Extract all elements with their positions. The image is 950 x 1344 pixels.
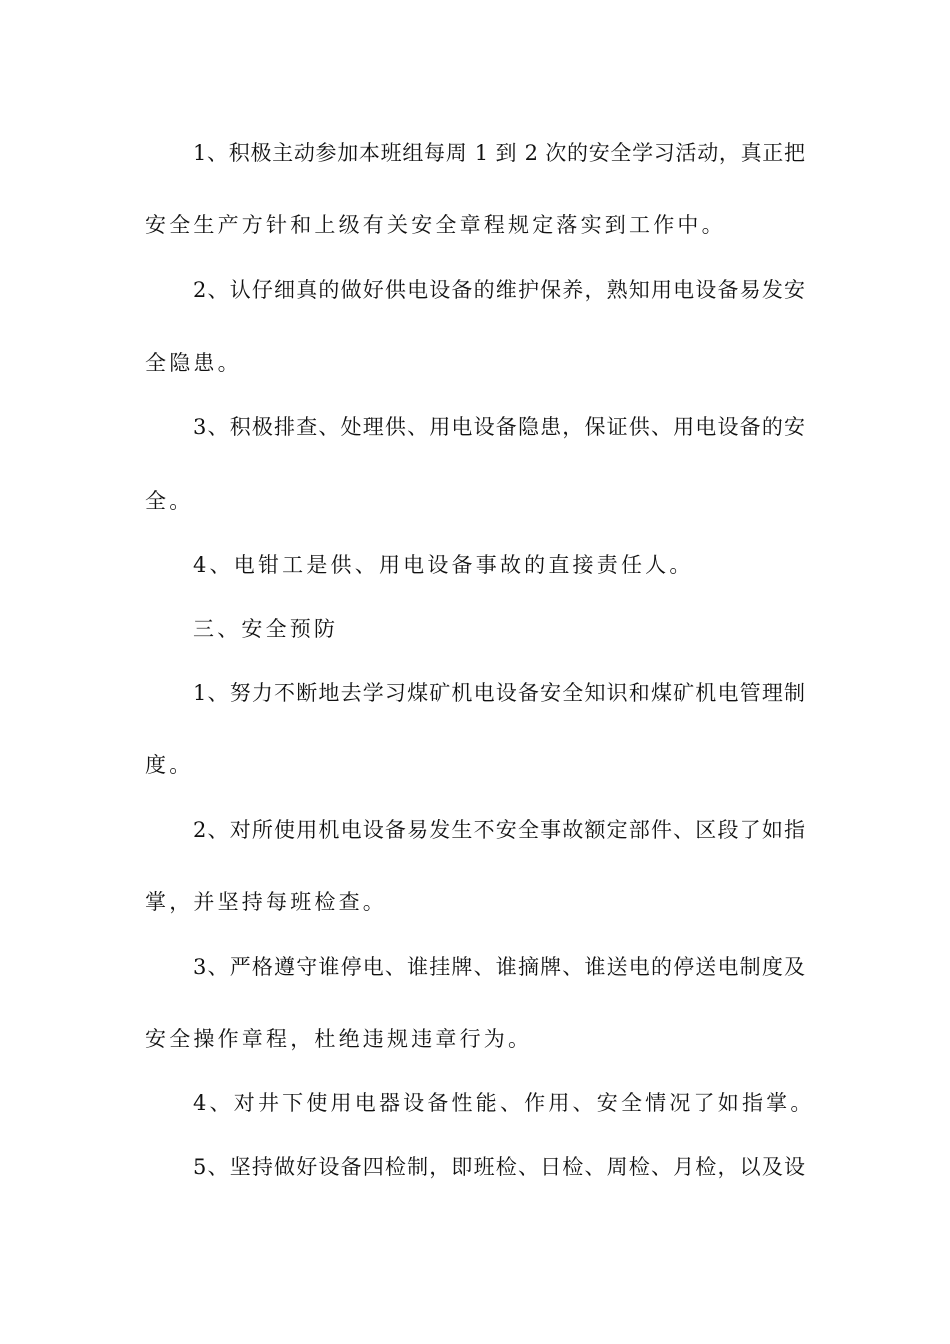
paragraph-line: 掌，并坚持每班检查。 — [145, 890, 387, 914]
paragraph-line: 5、坚持做好设备四检制，即班检、日检、周检、月检，以及设 — [193, 1155, 805, 1179]
paragraph-line: 4、对井下使用电器设备性能、作用、安全情况了如指掌。 — [193, 1091, 815, 1115]
paragraph-line: 安全操作章程，杜绝违规违章行为。 — [145, 1027, 533, 1051]
paragraph-line: 度。 — [145, 753, 194, 777]
paragraph-line: 全隐患。 — [145, 351, 242, 375]
paragraph-line: 4、电钳工是供、用电设备事故的直接责任人。 — [193, 553, 694, 577]
paragraph-line: 全。 — [145, 489, 194, 513]
paragraph-line: 1、努力不断地去学习煤矿机电设备安全知识和煤矿机电管理制 — [193, 681, 805, 705]
section-heading: 三、安全预防 — [193, 617, 339, 641]
paragraph-line: 1、积极主动参加本班组每周 1 到 2 次的安全学习活动，真正把 — [193, 141, 805, 165]
paragraph-line: 2、对所使用机电设备易发生不安全事故额定部件、区段了如指 — [193, 818, 805, 842]
paragraph-line: 3、严格遵守谁停电、谁挂牌、谁摘牌、谁送电的停送电制度及 — [193, 955, 805, 979]
paragraph-line: 安全生产方针和上级有关安全章程规定落实到工作中。 — [145, 213, 726, 237]
paragraph-line: 3、积极排查、处理供、用电设备隐患，保证供、用电设备的安 — [193, 415, 805, 439]
paragraph-line: 2、认仔细真的做好供电设备的维护保养，熟知用电设备易发安 — [193, 278, 805, 302]
